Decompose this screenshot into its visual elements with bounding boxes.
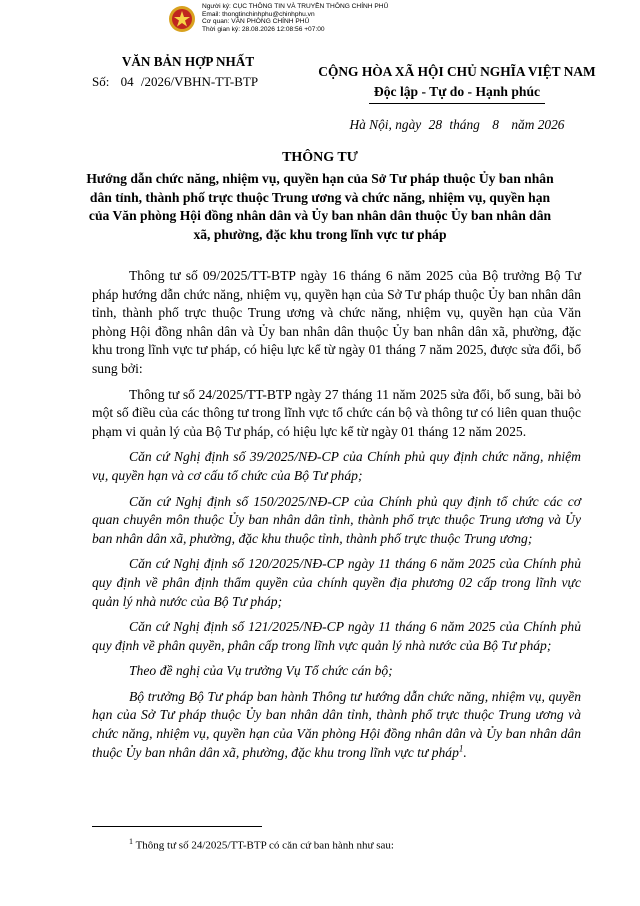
document-type: VĂN BẢN HỢP NHẤT [121,54,255,69]
email-line: Email: thongtinchinhphu@chinhphu.vn [202,10,315,18]
document-title: THÔNG TƯ [282,150,358,165]
document-subject: Hướng dẫn chức năng, nhiệm vụ, quyền hạn của Sở Tư pháp thuộc Ủy ban nhân dân tỉnh, thành phố trực thuộc Trung ương và chức năng, nhiệm vụ, quyền hạn của Văn phòng Hội đồng nhân dân và Ủy ban nhân dân thuộc Ủy ban nhân dân xã, phường, đặc khu trong lĩnh vực tư pháp [86,171,554,242]
agency-line: Cơ quan: VĂN PHÒNG CHÍNH PHỦ [202,18,310,26]
footnote [129,837,394,852]
national-emblem-icon [168,4,196,34]
issuer-header [78,54,298,90]
legal-basis-1: Căn cứ Nghị định số 39/2025/NĐ-CP của Chính phủ quy định chức năng, nhiệm vụ, quyền hạn và cơ cấu tổ chức của Bộ Tư pháp; [92,449,581,483]
motto-underline [369,103,545,104]
legal-basis-2: Căn cứ Nghị định số 150/2025/NĐ-CP của Chính phủ quy định tổ chức các cơ quan chuyên môn thuộc Ủy ban nhân dân tỉnh, thành phố trực thuộc Trung ương và Ủy ban nhân dân xã, phường, đặc khu thuộc tỉnh, thành phố trực thuộc Trung ương; [92,493,581,546]
footnote-reference[interactable]: 1 [458,743,464,754]
document-body [92,267,581,769]
footnote-text: Thông tư số 24/2025/TT-BTP có căn cứ ban hành như sau: [135,839,394,852]
legal-basis-3: Căn cứ Nghị định số 120/2025/NĐ-CP ngày 11 tháng 6 năm 2025 của Chính phủ quy định về phân định thẩm quyền của chính quyền địa phương 02 cấp trong lĩnh vực quản lý nhà nước của Bộ Tư pháp; [92,556,581,609]
digital-signature-block [196,3,416,43]
legal-basis-4: Căn cứ Nghị định số 121/2025/NĐ-CP ngày 11 tháng 6 năm 2025 của Chính phủ quy định về phân quyền, phân cấp trong lĩnh vực quản lý nhà nước của Bộ Tư pháp; [92,619,581,653]
paragraph-intro: Thông tư số 09/2025/TT-BTP ngày 16 tháng 6 năm 2025 của Bộ trưởng Bộ Tư pháp hướng dẫn chức năng, nhiệm vụ, quyền hạn của Sở Tư pháp thuộc Ủy ban nhân dân tỉnh, thành phố trực thuộc Trung ương và chức năng, nhiệm vụ, quyền hạn của Văn phòng Hội đồng nhân dân và Ủy ban nhân dân thuộc Ủy ban nhân dân xã, phường, đặc khu trong lĩnh vực tư pháp, có hiệu lực kể từ ngày 01 tháng 7 năm 2025, được sửa đổi, bổ sung bởi: [92,268,581,376]
national-motto: Độc lập - Tự do - Hạnh phúc [373,84,541,99]
footnote-separator [92,826,262,827]
paragraph-amendment: Thông tư số 24/2025/TT-BTP ngày 27 tháng 11 năm 2025 sửa đổi, bổ sung, bãi bỏ một số điều của các thông tư trong lĩnh vực tổ chức cán bộ và thông tư có liên quan thuộc phạm vi quản lý của Bộ Tư pháp, có hiệu lực kể từ ngày 01 tháng 12 năm 2025. [92,386,581,439]
signer-line: Người ký: CỤC THÔNG TIN VÀ TRUYỀN THÔNG CHÍNH PHỦ [202,3,389,10]
issue-date: Hà Nội, ngày 28 tháng 8 năm 2026 [349,117,565,132]
sign-time-line: Thời gian ký: 28.08.2026 12:08:56 +07:00 [202,25,325,33]
national-header [292,64,622,133]
country-name: CỘNG HÒA XÃ HỘI CHỦ NGHĨA VIỆT NAM [318,64,596,79]
issuance-statement: Bộ trưởng Bộ Tư pháp ban hành Thông tư hướng dẫn chức năng, nhiệm vụ, quyền hạn của Sở Tư pháp thuộc Ủy ban nhân dân tỉnh, thành phố trực thuộc Trung ương và chức năng, nhiệm vụ, quyền hạn của Văn phòng Hội đồng nhân dân và Ủy ban nhân dân thuộc Ủy ban nhân dân xã, phường, đặc khu trong lĩnh vực tư pháp$^1$. [92,688,581,760]
proposal-line: Theo đề nghị của Vụ trưởng Vụ Tổ chức cán bộ; [129,663,393,679]
document-number: Số: 04 /2026/VBHN-TT-BTP [92,74,259,89]
footnote-number: 1 [129,837,133,846]
document-title-block [0,150,640,244]
